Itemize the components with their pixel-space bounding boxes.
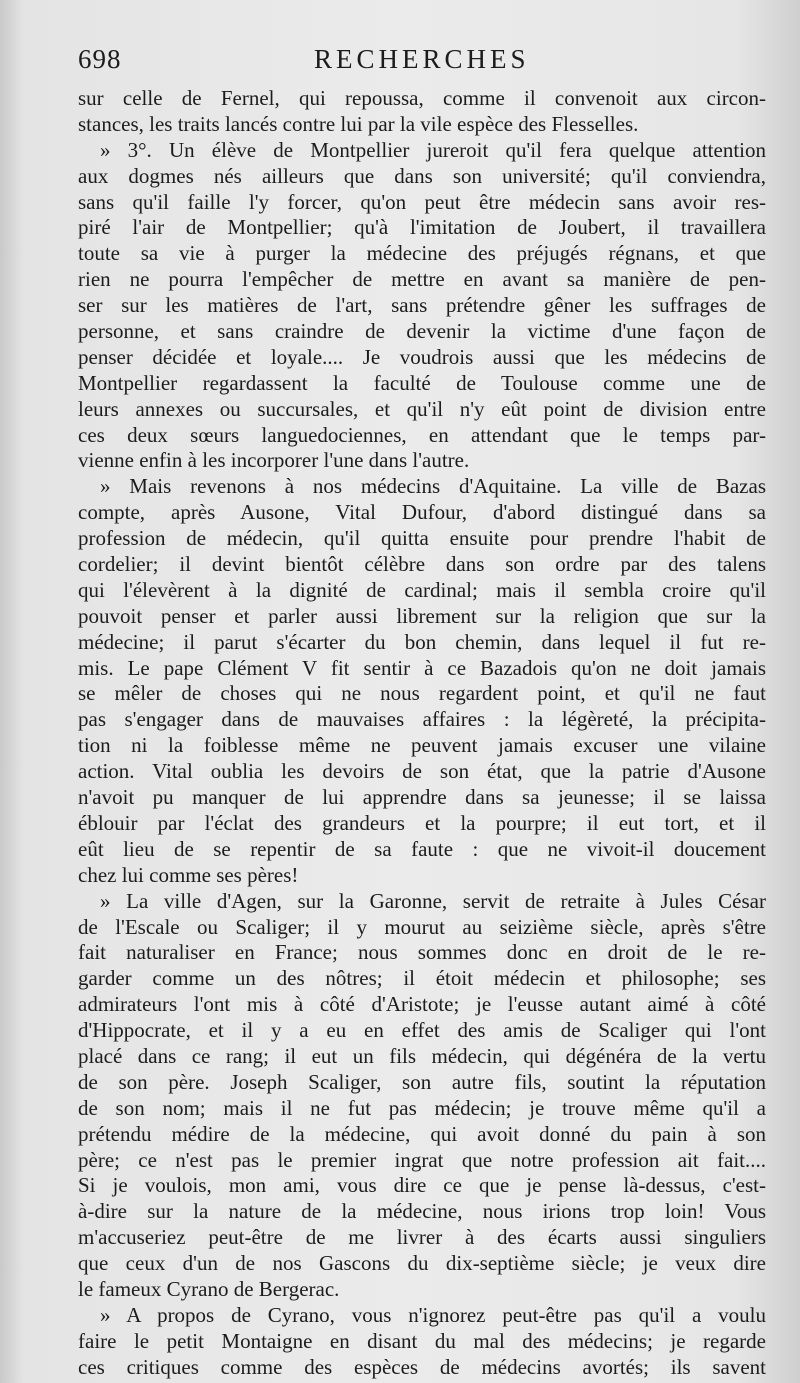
page-number: 698 [78,44,122,74]
text-line: éblouir par l'éclat des grandeurs et la pourpre; il eut tort, et il [78,810,766,835]
text-line: aux dogmes nés ailleurs que dans son université; qu'il conviendra, [78,163,766,188]
text-line: à-dire sur la nature de la médecine, nous irions trop loin! Vous [78,1199,766,1224]
text-line: toute sa vie à purger la médecine des préjugés régnans, et que [78,241,766,266]
text-line: père; ce n'est pas le premier ingrat que notre profession ait fait.... [78,1147,766,1172]
text-line: m'accuseriez peut-être de me livrer à des écarts aussi singuliers [78,1225,766,1250]
text-line: de son père. Joseph Scaliger, son autre fils, soutint la réputation [78,1069,766,1094]
text-line: ces deux sœurs languedociennes, en attendant que le temps par- [78,422,766,447]
text-line: rien ne pourra l'empêcher de mettre en avant sa manière de pen- [78,267,766,292]
text-line: prétendu médire de la médecine, qui avoit donné du pain à son [78,1121,766,1146]
text-line: Montpellier regardassent la faculté de Toulouse comme une de [78,370,766,395]
body-text [78,86,766,1381]
text-line: le fameux Cyrano de Bergerac. [78,1276,340,1301]
text-line: cordelier; il devint bientôt célèbre dans son ordre par des talens [78,552,766,577]
text-line: eût lieu de se repentir de sa faute : que ne vivoit-il doucement [78,836,766,861]
text-line: tion ni la foiblesse même ne peuvent jamais excuser une vilaine [78,733,766,758]
text-line: ser sur les matières de l'art, sans prétendre gêner les suffrages de [78,293,766,318]
running-title: RECHERCHES [314,44,530,74]
text-line: » A propos de Cyrano, vous n'ignorez peut-être pas qu'il a voulu [100,1302,766,1327]
text-line: profession de médecin, qu'il quitta ensuite pour prendre l'habit de [78,526,766,551]
text-line: mis. Le pape Clément V fit sentir à ce Bazadois qu'on ne doit jamais [78,655,766,680]
text-line: penser décidée et loyale.... Je voudrois aussi que les médecins de [78,344,766,369]
text-line: piré l'air de Montpellier; qu'à l'imitation de Joubert, il travaillera [78,215,766,240]
text-line: de son nom; mais il ne fut pas médecin; je trouve même qu'il a [78,1095,766,1120]
text-line: » Mais revenons à nos médecins d'Aquitaine. La ville de Bazas [100,474,766,499]
text-line: pas s'engager dans de mauvaises affaires : la légèreté, la précipita- [78,707,766,732]
text-line: pouvoit penser et parler aussi librement sur la religion que sur la [78,603,766,628]
text-line: sans qu'il faille l'y forcer, qu'on peut être médecin sans avoir res- [78,189,766,214]
text-line: chez lui comme ses pères! [78,862,299,887]
text-line: fait naturaliser en France; nous sommes donc en droit de le re- [78,940,766,965]
text-line: stances, les traits lancés contre lui par la vile espèce des Flesselles. [78,111,639,136]
text-line: que ceux d'un de nos Gascons du dix-septième siècle; je veux dire [78,1251,766,1276]
text-line: » 3°. Un élève de Montpellier jureroit qu'il fera quelque attention [100,137,766,162]
text-line: compte, après Ausone, Vital Dufour, d'abord distingué dans sa [78,500,766,525]
text-line: » La ville d'Agen, sur la Garonne, servit de retraite à Jules César [100,888,766,913]
text-line: ces critiques comme des espèces de médecins avortés; ils savent [78,1354,766,1379]
text-line: n'avoit pu manquer de lui apprendre dans sa jeunesse; il se laissa [78,785,766,810]
text-line: Si je voulois, mon ami, vous dire ce que je pense là-dessus, c'est- [78,1173,766,1198]
page-header [78,44,768,84]
text-line: admirateurs l'ont mis à côté d'Aristote; je l'eusse autant aimé à côté [78,992,766,1017]
text-line: leurs annexes ou succursales, et qu'il n'y eût point de division entre [78,396,766,421]
text-line: action. Vital oublia les devoirs de son état, que la patrie d'Ausone [78,759,766,784]
text-line: médecine; il parut s'écarter du bon chemin, dans lequel il fut re- [78,629,766,654]
text-line: se mêler de choses qui ne nous regardent point, et qu'il ne faut [78,681,766,706]
text-line: d'Hippocrate, et il y a eu en effet des amis de Scaliger qui l'ont [78,1018,766,1043]
text-line: placé dans ce rang; il eut un fils médecin, qui dégénéra de la vertu [78,1043,766,1068]
text-line: de l'Escale ou Scaliger; il y mourut au seizième siècle, après s'être [78,914,766,939]
text-line: vienne enfin à les incorporer l'une dans l'autre. [78,448,470,473]
text-line: garder comme un des nôtres; il étoit médecin et philosophe; ses [78,966,766,991]
text-line: sur celle de Fernel, qui repoussa, comme il convenoit aux circon- [78,86,766,110]
text-line: qui l'élevèrent à la dignité de cardinal; mais il sembla croire qu'il [78,577,766,602]
text-line: faire le petit Montaigne en disant du mal des médecins; je regarde [78,1328,766,1353]
text-line: personne, et sans craindre de devenir la victime d'une façon de [78,319,766,344]
